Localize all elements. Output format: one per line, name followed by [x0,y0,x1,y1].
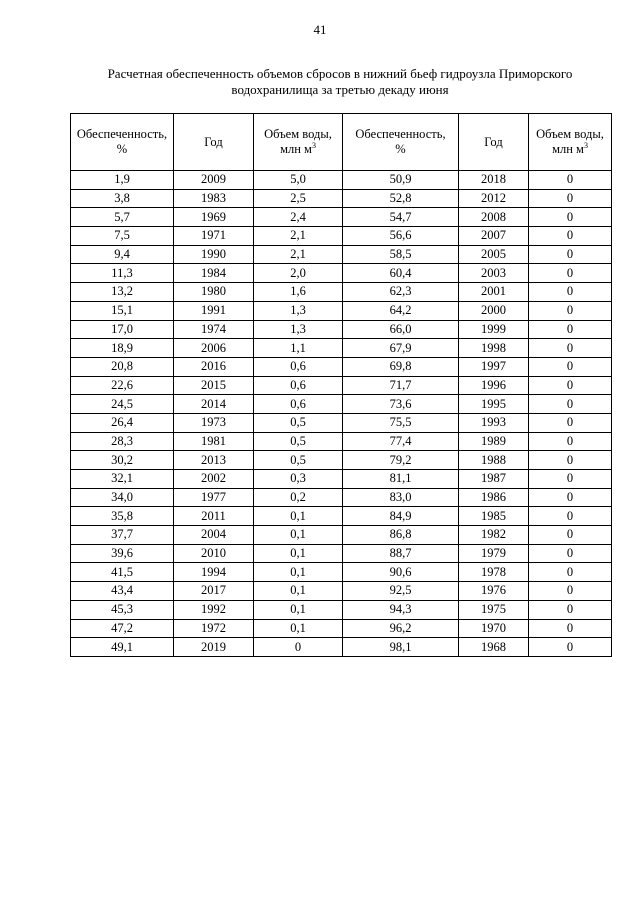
table-cell: 1990 [174,245,254,264]
table-cell: 30,2 [71,451,174,470]
table-cell: 1,6 [254,283,343,302]
table-cell: 1970 [459,619,529,638]
table-cell: 1974 [174,320,254,339]
header-unit-superscript: 3 [311,141,316,150]
table-cell: 0 [529,507,612,526]
title-line-1: Расчетная обеспеченность объемов сбросов в нижний бьеф гидроузла Приморского [107,66,573,81]
table-cell: 2,0 [254,264,343,283]
table-cell: 96,2 [343,619,459,638]
header-text: Год [204,134,223,149]
table-cell: 0 [529,245,612,264]
table-cell: 0 [529,619,612,638]
header-cell-availability [343,114,459,171]
table-cell: 1977 [174,488,254,507]
table-cell: 2015 [174,376,254,395]
table-cell: 0 [529,563,612,582]
header-unit-superscript: 3 [583,141,588,150]
table-cell: 1986 [459,488,529,507]
table-cell: 73,6 [343,395,459,414]
table-cell: 0 [529,227,612,246]
table-cell: 0 [529,413,612,432]
table-cell: 75,5 [343,413,459,432]
table-cell: 1985 [459,507,529,526]
table-cell: 2019 [174,638,254,657]
table-cell: 35,8 [71,507,174,526]
table-cell: 64,2 [343,301,459,320]
table-cell: 0 [529,451,612,470]
table-row [71,526,612,545]
table-cell: 1994 [174,563,254,582]
table-cell: 90,6 [343,563,459,582]
header-unit: млн м [552,142,584,156]
table-cell: 1991 [174,301,254,320]
table-cell: 9,4 [71,245,174,264]
table-cell: 0,1 [254,526,343,545]
table-cell: 0,3 [254,470,343,489]
table-cell: 0 [529,582,612,601]
table-cell: 1,3 [254,301,343,320]
table-row [71,395,612,414]
table-cell: 2013 [174,451,254,470]
table-cell: 3,8 [71,189,174,208]
table-cell: 2007 [459,227,529,246]
table-cell: 24,5 [71,395,174,414]
table-cell: 1998 [459,339,529,358]
table-cell: 62,3 [343,283,459,302]
table-cell: 2010 [174,544,254,563]
table-cell: 5,7 [71,208,174,227]
data-table [70,113,612,657]
table-cell: 71,7 [343,376,459,395]
header-cell-year [174,114,254,171]
table-cell: 1980 [174,283,254,302]
table-cell: 0 [529,208,612,227]
table-cell: 50,9 [343,171,459,190]
table-cell: 11,3 [71,264,174,283]
table-cell: 1989 [459,432,529,451]
table-row [71,507,612,526]
table-cell: 2,4 [254,208,343,227]
table-row [71,339,612,358]
table-cell: 1983 [174,189,254,208]
header-unit: % [395,142,406,156]
table-cell: 1981 [174,432,254,451]
table-cell: 20,8 [71,357,174,376]
table-cell: 94,3 [343,600,459,619]
table-cell: 17,0 [71,320,174,339]
table-cell: 0 [529,470,612,489]
table-row [71,619,612,638]
table-cell: 37,7 [71,526,174,545]
table-cell: 0,1 [254,563,343,582]
table-cell: 2002 [174,470,254,489]
table-cell: 0,5 [254,413,343,432]
header-unit: млн м [280,142,312,156]
table-cell: 32,1 [71,470,174,489]
header-cell-availability [71,114,174,171]
table-cell: 0 [529,376,612,395]
table-cell: 67,9 [343,339,459,358]
table-cell: 1969 [174,208,254,227]
table-row [71,638,612,657]
table-cell: 0 [529,432,612,451]
table-cell: 0,1 [254,507,343,526]
table-cell: 2,1 [254,227,343,246]
table-cell: 0,1 [254,600,343,619]
table-row [71,208,612,227]
header-text: Обеспеченность, [76,127,168,141]
table-cell: 2011 [174,507,254,526]
table-cell: 1973 [174,413,254,432]
table-cell: 1976 [459,582,529,601]
table-cell: 2017 [174,582,254,601]
table-cell: 0 [529,320,612,339]
table-cell: 84,9 [343,507,459,526]
table-cell: 1996 [459,376,529,395]
table-cell: 54,7 [343,208,459,227]
table-body [71,171,612,657]
table-row [71,488,612,507]
table-cell: 56,6 [343,227,459,246]
table-cell: 1979 [459,544,529,563]
table-cell: 1968 [459,638,529,657]
table-row [71,582,612,601]
table-row [71,432,612,451]
table-cell: 13,2 [71,283,174,302]
table-row [71,171,612,190]
table-cell: 98,1 [343,638,459,657]
table-cell: 7,5 [71,227,174,246]
table-cell: 0 [254,638,343,657]
table-cell: 43,4 [71,582,174,601]
table-cell: 0 [529,339,612,358]
table-cell: 0 [529,526,612,545]
table-cell: 1997 [459,357,529,376]
table-cell: 0 [529,264,612,283]
table-cell: 92,5 [343,582,459,601]
table-cell: 39,6 [71,544,174,563]
table-cell: 2001 [459,283,529,302]
table-cell: 0,6 [254,376,343,395]
table-cell: 1993 [459,413,529,432]
table-cell: 2018 [459,171,529,190]
table-cell: 2016 [174,357,254,376]
table-cell: 2008 [459,208,529,227]
table-cell: 41,5 [71,563,174,582]
table-cell: 0 [529,544,612,563]
table-cell: 0,6 [254,357,343,376]
table-row [71,264,612,283]
table-cell: 34,0 [71,488,174,507]
table-row [71,357,612,376]
table-cell: 18,9 [71,339,174,358]
document-title [70,66,610,98]
table-cell: 2006 [174,339,254,358]
table-cell: 0 [529,488,612,507]
header-text: Объем воды, [264,127,332,141]
table-cell: 88,7 [343,544,459,563]
table-cell: 2012 [459,189,529,208]
table-cell: 79,2 [343,451,459,470]
table-row [71,563,612,582]
table-row [71,376,612,395]
table-cell: 1975 [459,600,529,619]
table-cell: 1,1 [254,339,343,358]
table-row [71,227,612,246]
table-cell: 0 [529,283,612,302]
table-cell: 2004 [174,526,254,545]
table-row [71,600,612,619]
table-row [71,283,612,302]
title-line-2: водохранилища за третью декаду июня [231,82,449,97]
table-cell: 0 [529,638,612,657]
table-cell: 0 [529,171,612,190]
table-cell: 1988 [459,451,529,470]
table-cell: 2009 [174,171,254,190]
table-cell: 49,1 [71,638,174,657]
header-text: Объем воды, [536,127,604,141]
table-cell: 2005 [459,245,529,264]
table-cell: 66,0 [343,320,459,339]
table-cell: 2014 [174,395,254,414]
table-cell: 0 [529,357,612,376]
table-row [71,470,612,489]
table-cell: 0,6 [254,395,343,414]
header-text: Год [484,134,503,149]
table-cell: 81,1 [343,470,459,489]
table-cell: 1978 [459,563,529,582]
table-cell: 0 [529,189,612,208]
table-row [71,320,612,339]
table-cell: 0 [529,301,612,320]
table-cell: 0,2 [254,488,343,507]
table-cell: 60,4 [343,264,459,283]
table-cell: 83,0 [343,488,459,507]
table-cell: 1984 [174,264,254,283]
table-cell: 15,1 [71,301,174,320]
table-cell: 58,5 [343,245,459,264]
table-row [71,544,612,563]
table-cell: 2003 [459,264,529,283]
table-cell: 2,1 [254,245,343,264]
table-cell: 2000 [459,301,529,320]
table-cell: 26,4 [71,413,174,432]
table-cell: 45,3 [71,600,174,619]
table-row [71,413,612,432]
table-row [71,301,612,320]
table-cell: 52,8 [343,189,459,208]
table-row [71,245,612,264]
table-cell: 0,1 [254,619,343,638]
table-cell: 0,1 [254,582,343,601]
table-cell: 0 [529,600,612,619]
table-cell: 0,5 [254,432,343,451]
header-unit: % [116,142,128,156]
table-cell: 1995 [459,395,529,414]
header-row [71,114,612,171]
header-cell-volume [254,114,343,171]
page-number: 41 [313,22,327,37]
table-cell: 1,9 [71,171,174,190]
table-cell: 1972 [174,619,254,638]
table-cell: 5,0 [254,171,343,190]
table-cell: 1999 [459,320,529,339]
table-cell: 0,5 [254,451,343,470]
header-text: Обеспеченность, [355,127,446,141]
table-cell: 22,6 [71,376,174,395]
table-cell: 1,3 [254,320,343,339]
table-cell: 0,1 [254,544,343,563]
table-cell: 2,5 [254,189,343,208]
table-cell: 47,2 [71,619,174,638]
table-cell: 1987 [459,470,529,489]
header-cell-year [459,114,529,171]
table-row [71,451,612,470]
header-cell-volume [529,114,612,171]
table-cell: 1982 [459,526,529,545]
table-cell: 28,3 [71,432,174,451]
table-row [71,189,612,208]
table-cell: 0 [529,395,612,414]
table-cell: 1992 [174,600,254,619]
table-cell: 69,8 [343,357,459,376]
table-cell: 77,4 [343,432,459,451]
table-cell: 1971 [174,227,254,246]
table-cell: 86,8 [343,526,459,545]
